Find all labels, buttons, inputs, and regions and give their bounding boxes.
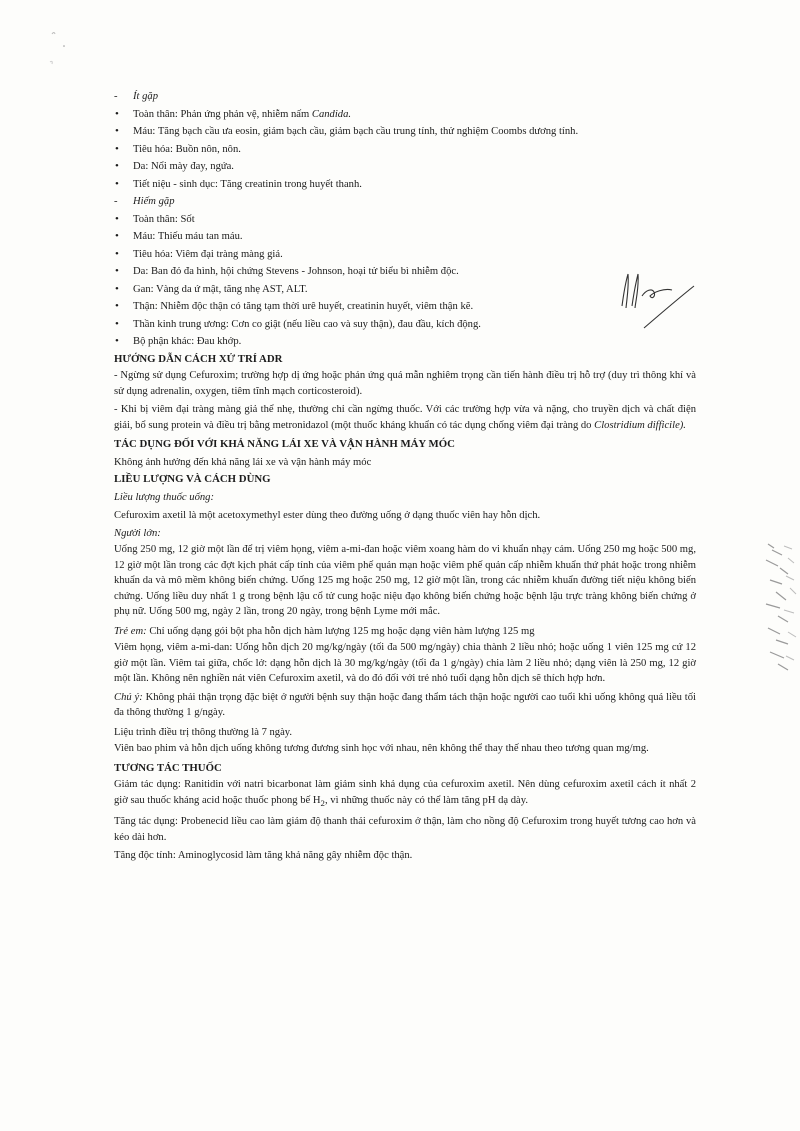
- interaction-paragraph-3: Tăng độc tính: Aminoglycosid làm tăng khả năng gây nhiễm độc thận.: [114, 850, 413, 862]
- list-item: • Gan: Vàng da ứ mật, tăng nhẹ AST, ALT.: [114, 281, 696, 299]
- interaction-paragraph-1: Giảm tác dụng: Ranitidin với natri bicarbonat làm giảm sinh khả dụng của cefuroxim axetil. Nên dùng cefuroxim axetil cách ít nhất 2 giờ sau thuốc kháng acid hoặc thuốc phong bế $H_2$, vì những thuốc này có thể làm tăng pH dạ dày.: [114, 779, 696, 808]
- list-item: • Thần kinh trung ương: Cơn co giật (nếu liều cao và suy thận), đau đầu, kích động.: [114, 316, 696, 334]
- list-item: • Toàn thân: Phản ứng phản vệ, nhiễm nấm Candida.: [114, 106, 696, 124]
- adr-paragraph-2: - Khi bị viêm đại tràng màng giả thể nhẹ, thường chỉ cần ngừng thuốc. Với các trường hợp vừa và nặng, cho truyền dịch và chất điện giải, bổ sung protein và điều trị bằng metronidazol (một thuốc kháng khuẩn có tác dụng chống viêm đại tràng do Clostridium difficile).: [114, 404, 696, 431]
- scan-mark: [48, 28, 68, 68]
- scan-artifact: [760, 540, 800, 680]
- list-item: • Da: Nổi mày đay, ngứa.: [114, 158, 696, 176]
- document-body: [114, 88, 696, 867]
- adult-label: Người lớn:: [114, 527, 161, 539]
- bioequivalence-text: Viên bao phim và hỗn dịch uống không tương đương sinh học với nhau, nên không thể thay thế nhau theo tương quan mg/mg.: [114, 743, 649, 754]
- rare-subheading: - Ít gặp: [114, 91, 159, 102]
- section-heading-adr: HƯỚNG DẪN CÁCH XỬ TRÍ ADR: [114, 352, 283, 365]
- handwritten-signature: [612, 266, 712, 336]
- list-item: • Da: Ban đỏ đa hình, hội chứng Stevens - Johnson, hoại tử biểu bì nhiễm độc.: [114, 263, 696, 281]
- list-item: • Tiêu hóa: Buồn nôn, nôn.: [114, 141, 696, 159]
- section-heading-driving: TÁC DỤNG ĐỐI VỚI KHẢ NĂNG LÁI XE VÀ VẬN HÀNH MÁY MÓC: [114, 438, 455, 450]
- interaction-paragraph-2: Tăng tác dụng: Probenecid liều cao làm giảm độ thanh thải cefuroxim ở thận, làm cho nồng độ Cefuroxim trong huyết tương cao hơn và kéo dài hơn.: [114, 816, 696, 843]
- list-item: • Thận: Nhiễm độc thận có tăng tạm thời urê huyết, creatinin huyết, viêm thận kẽ.: [114, 298, 696, 316]
- list-item: • Máu: Tăng bạch cầu ưa eosin, giảm bạch cầu, giảm bạch cầu trung tính, thử nghiệm Coombs dương tính.: [114, 123, 696, 141]
- list-item: • Tiêu hóa: Viêm đại tràng màng giả.: [114, 246, 696, 264]
- oral-dose-text: Cefuroxim axetil là một acetoxymethyl ester dùng theo đường uống ở dạng thuốc viên hay hỗn dịch.: [114, 510, 541, 521]
- driving-text: Không ảnh hưởng đến khả năng lái xe và vận hành máy móc: [114, 456, 372, 468]
- child-dose-text: Viêm họng, viêm a-mi-dan: Uống hỗn dịch 20 mg/kg/ngày (tối đa 500 mg/ngày) chia thành 2 liều nhỏ; hoặc uống 1 viên 125 mg cứ 12 giờ một lần. Viêm tai giữa, chốc lở: dạng hỗn dịch là 30 mg/kg/ngày (tối đa 1 g/ngày) chia làm 2 liều nhỏ; dạng viên là 250 mg, 12 giờ một lần. Không nên nghiền nát viên Cefuroxim axetil, và do đó đối với trẻ nhỏ tuổi dạng hỗn dịch sẽ thích hợp hơn.: [114, 642, 696, 684]
- adr-paragraph-1: - Ngừng sử dụng Cefuroxim; trường hợp dị ứng hoặc phản ứng quá mẫn nghiêm trọng cần tiến hành điều trị hỗ trợ (duy trì thông khí và sử dụng adrenalin, oxygen, tiêm tĩnh mạch corticosteroid).: [114, 370, 696, 397]
- oral-dose-label: Liều lượng thuốc uống:: [114, 491, 214, 503]
- course-text: Liệu trình điều trị thông thường là 7 ngày.: [114, 726, 293, 738]
- child-dose-line: Trẻ em: Chỉ uống dạng gói bột pha hỗn dịch hàm lượng 125 mg hoặc dạng viên hàm lượng 125 mg: [114, 625, 535, 637]
- note-text: Chú ý: Không phải thận trọng đặc biệt ở người bệnh suy thận hoặc đang thẩm tách thận hoặc người cao tuổi khi uống không quá liều tối đa thông thường 1 g/ngày.: [114, 691, 696, 718]
- adult-dose-text: Uống 250 mg, 12 giờ một lần để trị viêm họng, viêm a-mi-đan hoặc viêm xoang hàm do vi khuẩn nhạy cảm. Uống 250 mg hoặc 500 mg, 12 giờ một lần trong các đợt kịch phát cấp tính của viêm phế quản mạn hoặc viêm phế quản cấp nhiễm khuẩn thứ phát hoặc trong nhiễm khuẩn da và mô mềm không biến chứng. Uống 125 mg hoặc 250 mg, 12 giờ một lần, trong các nhiễm khuẩn đường tiết niệu không biến chứng. Uống liều duy nhất 1 g trong bệnh lậu cổ tử cung hoặc niệu đạo không biến chứng hoặc bệnh lậu trực tràng không biến chứng ở phụ nữ. Uống 500 mg, ngày 2 lần, trong 20 ngày, trong bệnh Lyme mới mắc.: [114, 544, 696, 617]
- list-item: • Bộ phận khác: Đau khớp.: [114, 333, 696, 351]
- list-item: • Toàn thân: Sốt: [114, 211, 696, 229]
- very-rare-subheading: - Hiếm gặp: [114, 196, 175, 207]
- section-heading-dosage: LIỀU LƯỢNG VÀ CÁCH DÙNG: [114, 473, 271, 485]
- section-heading-interactions: TƯƠNG TÁC THUỐC: [114, 761, 222, 774]
- list-item: • Máu: Thiếu máu tan máu.: [114, 228, 696, 246]
- list-item: • Tiết niệu - sinh dục: Tăng creatinin trong huyết thanh.: [114, 176, 696, 194]
